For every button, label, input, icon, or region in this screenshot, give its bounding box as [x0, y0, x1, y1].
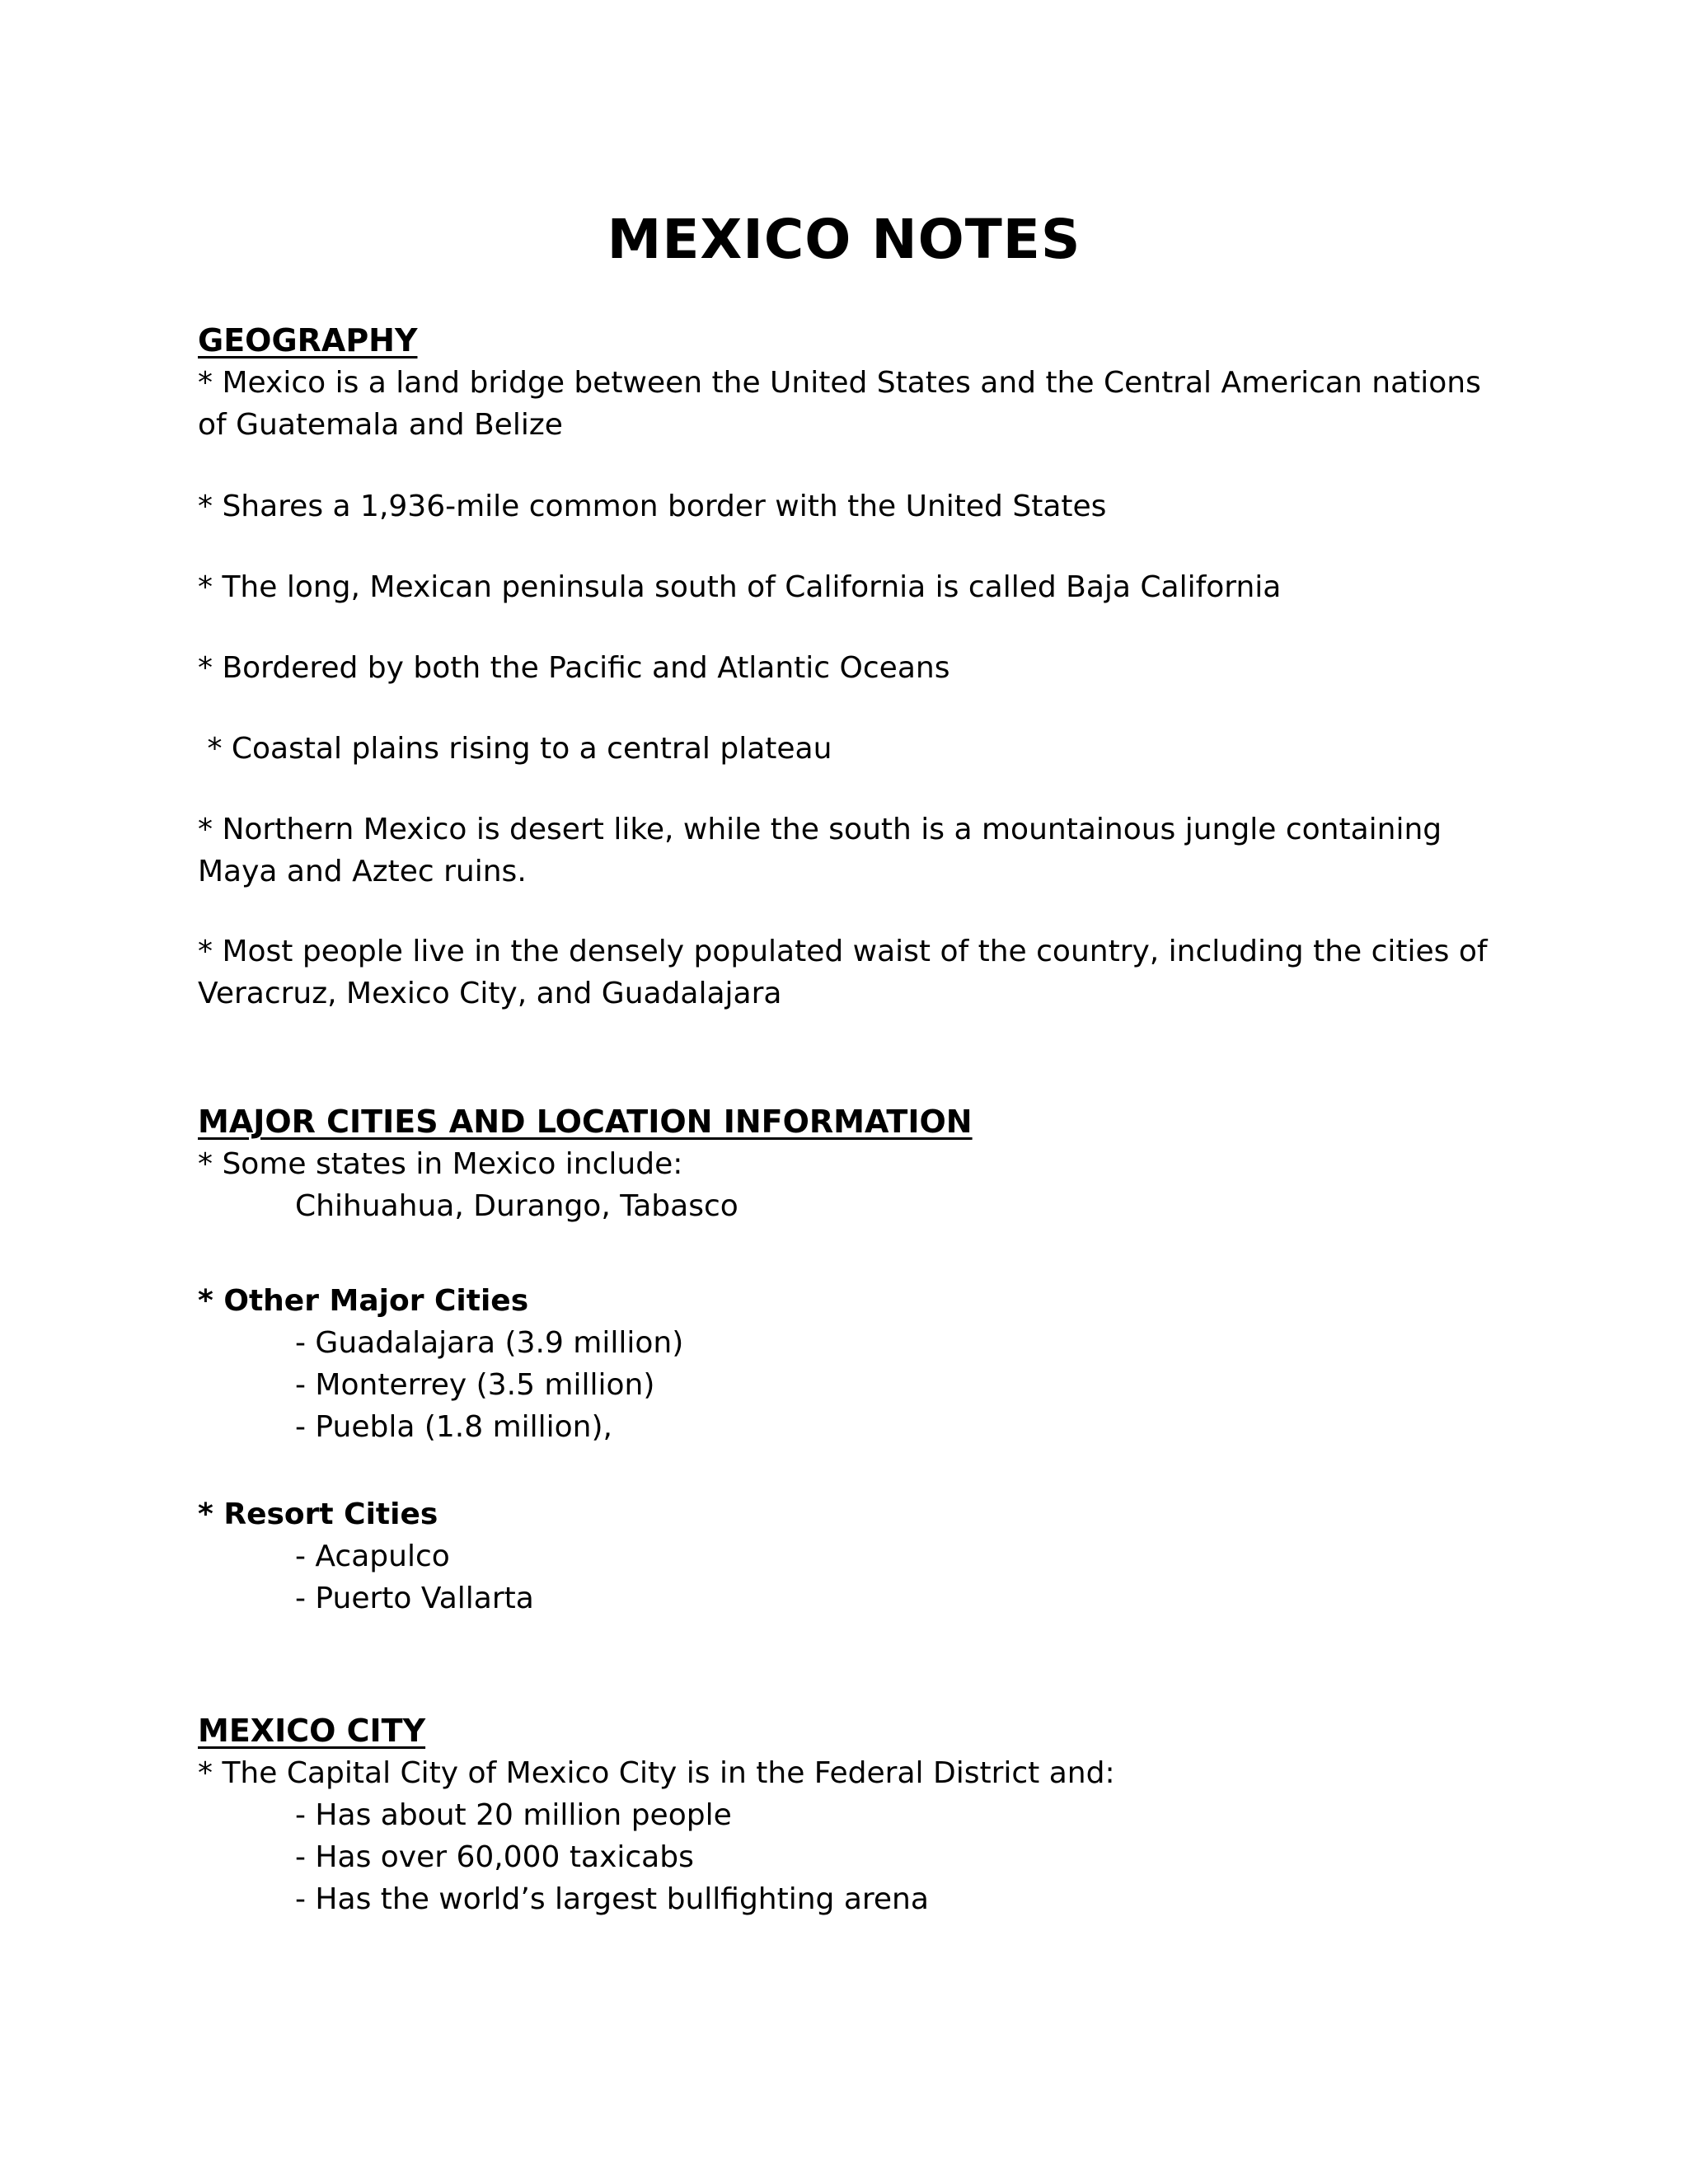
- states-list: Chihuahua, Durango, Tabasco: [295, 1189, 738, 1223]
- geography-point: * Northern Mexico is desert like, while the south is a mountainous jungle containing Maya and Aztec ruins.: [198, 813, 1442, 888]
- list-item: - Has about 20 million people: [295, 1798, 732, 1832]
- page-title: MEXICO NOTES: [607, 208, 1081, 271]
- resort-cities-heading: * Resort Cities: [198, 1497, 438, 1531]
- other-cities-heading: * Other Major Cities: [198, 1284, 529, 1318]
- geography-point: * Mexico is a land bridge between the United States and the Central American nations of Guatemala and Belize: [198, 366, 1481, 442]
- major-cities-section: [198, 1101, 1492, 1227]
- section-heading-mexico-city: MEXICO CITY: [198, 1713, 426, 1749]
- list-item: - Has the world’s largest bullfighting arena: [295, 1882, 929, 1916]
- geography-point: * Shares a 1,936-mile common border with the United States: [198, 490, 1107, 523]
- section-heading-major-cities: MAJOR CITIES AND LOCATION INFORMATION: [198, 1104, 973, 1140]
- list-item: - Acapulco: [295, 1540, 450, 1573]
- list-item: - Has over 60,000 taxicabs: [295, 1840, 694, 1874]
- geography-point-block: [198, 566, 1492, 608]
- list-item: - Puerto Vallarta: [295, 1582, 534, 1615]
- resort-cities-group: [198, 1493, 1492, 1619]
- geography-section: [198, 320, 1492, 446]
- geography-point-block: [198, 930, 1492, 1015]
- mexico-city-section: [198, 1710, 1492, 1920]
- other-cities-group: [198, 1280, 1492, 1448]
- geography-point: * Bordered by both the Pacific and Atlantic Oceans: [198, 651, 950, 685]
- geography-point-block: [198, 647, 1492, 689]
- geography-point-block: [198, 808, 1492, 893]
- geography-point: * The long, Mexican peninsula south of California is called Baja California: [198, 570, 1282, 604]
- list-item: - Puebla (1.8 million),: [295, 1410, 612, 1444]
- geography-point-block: [198, 728, 1492, 770]
- list-item: - Guadalajara (3.9 million): [295, 1326, 684, 1360]
- geography-point: * Coastal plains rising to a central plateau: [198, 732, 832, 766]
- states-intro: * Some states in Mexico include:: [198, 1147, 683, 1181]
- geography-point: * Most people live in the densely populated waist of the country, including the cities of Veracruz, Mexico City, and Guadalajara: [198, 935, 1488, 1010]
- section-heading-geography: GEOGRAPHY: [198, 322, 418, 359]
- list-item: - Monterrey (3.5 million): [295, 1368, 655, 1402]
- mexico-city-intro: * The Capital City of Mexico City is in the Federal District and:: [198, 1756, 1115, 1790]
- geography-point-block: [198, 485, 1492, 527]
